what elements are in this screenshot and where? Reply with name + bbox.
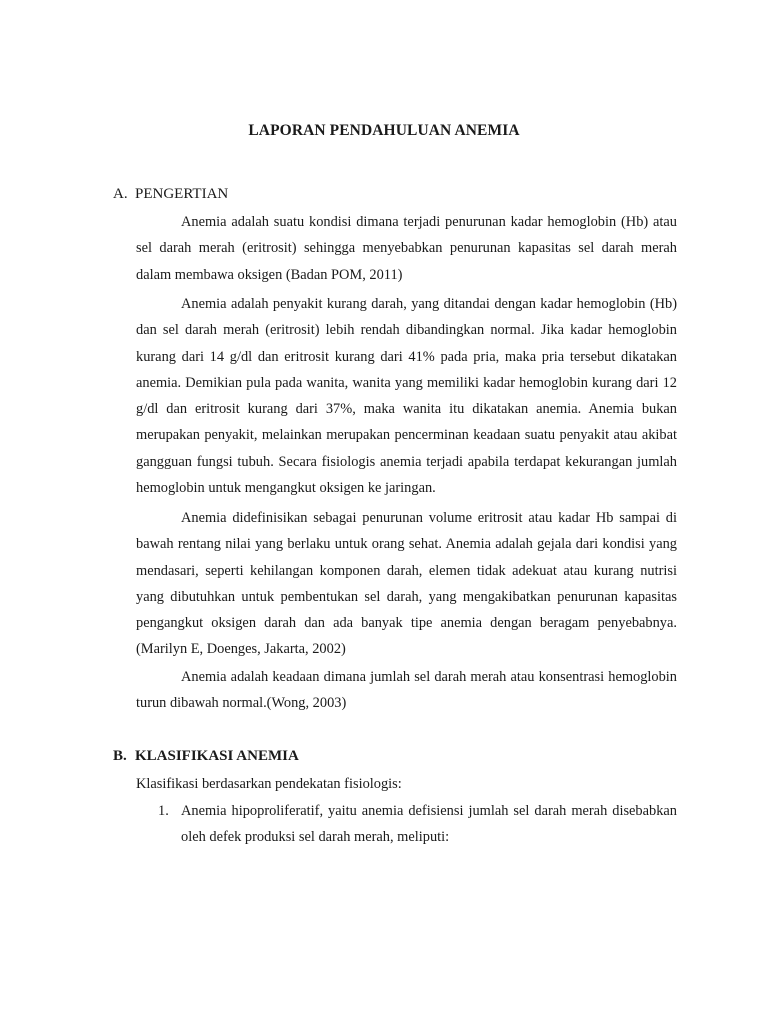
paragraph-a3: Anemia didefinisikan sebagai penurunan volume eritrosit atau kadar Hb sampai di bawah rentang nilai yang berlaku untuk orang sehat. Anemia adalah gejala dari kondisi yang mendasari, seperti kehilangan komponen darah, elemen tidak adekuat atau kurang nutrisi yang dibutuhkan untuk pembentukan sel darah, yang mengakibatkan penurunan kapasitas pengangkut oksigen darah dan ada banyak tipe anemia dengan beragam penyebabnya. (Marilyn E, Doenges, Jakarta, 2002) <box>136 510 677 658</box>
section-b-heading <box>113 748 299 765</box>
section-b-intro: Klasifikasi berdasarkan pendekatan fisiologis: <box>136 776 402 792</box>
document-title: LAPORAN PENDAHULUAN ANEMIA <box>248 122 520 139</box>
list-item <box>158 798 677 851</box>
section-a-title: PENGERTIAN <box>135 186 229 202</box>
section-a-heading <box>113 186 228 203</box>
paragraph-a4: Anemia adalah keadaan dimana jumlah sel darah merah atau konsentrasi hemoglobin turun dibawah normal.(Wong, 2003) <box>136 669 677 712</box>
section-a-letter: A. <box>113 186 128 202</box>
section-b-title: KLASIFIKASI ANEMIA <box>135 748 299 764</box>
list-item-number: 1. <box>158 803 169 819</box>
list-item-text: Anemia hipoproliferatif, yaitu anemia defisiensi jumlah sel darah merah disebabkan oleh defek produksi sel darah merah, meliputi: <box>181 803 677 846</box>
section-b-letter: B. <box>113 748 127 764</box>
paragraph-a1: Anemia adalah suatu kondisi dimana terjadi penurunan kadar hemoglobin (Hb) atau sel darah merah (eritrosit) sehingga menyebabkan penurunan kapasitas sel darah merah dalam membawa oksigen (Badan POM, 2011) <box>136 214 677 283</box>
paragraph-a2: Anemia adalah penyakit kurang darah, yang ditandai dengan kadar hemoglobin (Hb) dan sel darah merah (eritrosit) lebih rendah dibandingkan normal. Jika kadar hemoglobin kurang dari 14 g/dl dan eritrosit kurang dari 41% pada pria, maka pria tersebut dikatakan anemia. Demikian pula pada wanita, wanita yang memiliki kadar hemoglobin kurang dari 12 g/dl dan eritrosit kurang dari 37%, maka wanita itu dikatakan anemia. Anemia bukan merupakan penyakit, melainkan merupakan pencerminan keadaan suatu penyakit atau akibat gangguan fungsi tubuh. Secara fisiologis anemia terjadi apabila terdapat kekurangan jumlah hemoglobin untuk mengangkut oksigen ke jaringan. <box>136 296 677 497</box>
